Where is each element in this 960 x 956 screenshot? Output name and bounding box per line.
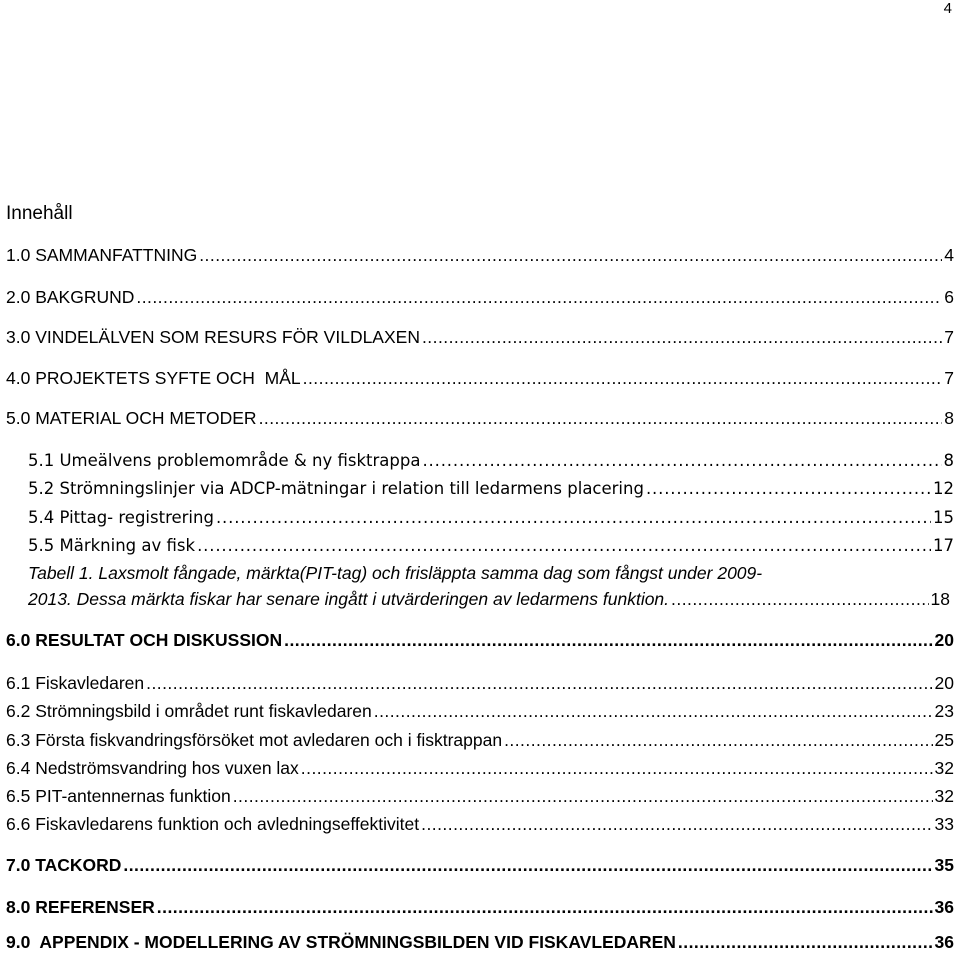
dot-leader — [216, 505, 931, 531]
toc-entry-7-0[interactable] — [0, 852, 960, 878]
toc-entry-5-4[interactable] — [0, 505, 960, 531]
toc-entry-page: 6 — [944, 287, 954, 307]
toc-entry-page: 17 — [933, 536, 954, 555]
toc-entry-page: 35 — [934, 855, 954, 875]
toc-entry-page: 23 — [934, 701, 954, 721]
toc-entry-6-6[interactable] — [0, 811, 960, 837]
page-number: 4 — [943, 0, 952, 17]
dot-leader — [303, 365, 943, 391]
toc-entry-title: 2.0 BAKGRUND — [6, 287, 135, 307]
toc-entry-page: 15 — [933, 508, 954, 527]
toc-entry-5-1[interactable] — [0, 448, 960, 474]
toc-entry-6-4[interactable] — [0, 755, 960, 781]
toc-entry-title: 5.5 Märkning av fisk — [28, 536, 196, 555]
toc-entry-title-line1: Tabell 1. Laxsmolt fångade, märkta(PIT-tag) och frisläppta samma dag som fångst under 2009- — [28, 563, 763, 583]
dot-leader — [123, 852, 932, 878]
toc-entry-title: 6.6 Fiskavledarens funktion och avledningseffektivitet — [6, 814, 420, 834]
toc-entry-9-0[interactable] — [0, 929, 960, 955]
tabell-line-1 — [28, 560, 956, 586]
toc-entry-5-5[interactable] — [0, 533, 960, 559]
toc-entry-page: 8 — [943, 451, 954, 470]
toc-entry-page: 18 — [930, 589, 950, 609]
dot-leader — [646, 476, 931, 502]
toc-entry-title: 5.4 Pittag- registrering — [28, 508, 214, 527]
toc-entry-6-5[interactable] — [0, 783, 960, 809]
toc-entry-title: 5.0 MATERIAL OCH METODER — [6, 408, 257, 428]
toc-entry-title: 6.4 Nedströmsvandring hos vuxen lax — [6, 758, 299, 778]
toc-entry-5-0[interactable] — [0, 405, 960, 431]
toc-entry-title: 1.0 SAMMANFATTNING — [6, 245, 198, 265]
toc-entry-page: 32 — [934, 758, 954, 778]
toc-entry-title: 6.2 Strömningsbild i området runt fiskavledaren — [6, 701, 372, 721]
dot-leader — [284, 627, 932, 653]
tabell-line-2 — [28, 586, 956, 612]
toc-entry-8-0[interactable] — [0, 894, 960, 920]
dot-leader — [301, 755, 933, 781]
dot-leader — [146, 670, 932, 696]
dot-leader — [233, 783, 933, 809]
toc-entry-6-3[interactable] — [0, 727, 960, 753]
toc-entry-6-2[interactable] — [0, 698, 960, 724]
dot-leader — [197, 533, 931, 559]
toc-entry-title: 4.0 PROJEKTETS SYFTE OCH MÅL — [6, 368, 301, 388]
toc-entry-6-1[interactable] — [0, 670, 960, 696]
dot-leader — [136, 284, 942, 310]
toc-entry-page: 36 — [934, 897, 954, 917]
toc-entry-page: 7 — [944, 368, 954, 388]
toc-entry-4-0[interactable] — [0, 365, 960, 391]
toc-entry-2-0[interactable] — [0, 284, 960, 310]
dot-leader — [504, 727, 932, 753]
toc-entry-tabell-1[interactable] — [28, 560, 956, 612]
toc-entry-6-0[interactable] — [0, 627, 960, 653]
dot-leader — [678, 929, 933, 955]
toc-entry-title-line2: 2013. Dessa märkta fiskar har senare ingått i utvärderingen av ledarmens funktion. — [28, 589, 670, 609]
toc-entry-title: 9.0 APPENDIX - MODELLERING AV STRÖMNINGSBILDEN VID FISKAVLEDAREN — [6, 932, 676, 952]
toc-entry-page: 4 — [944, 245, 954, 265]
toc-entry-title: 7.0 TACKORD — [6, 855, 122, 875]
toc-entry-page: 25 — [934, 730, 954, 750]
toc-heading: Innehåll — [6, 203, 73, 224]
toc-entry-5-2[interactable] — [0, 476, 960, 502]
dot-leader — [421, 811, 932, 837]
dot-leader — [199, 242, 942, 268]
toc-entry-title: 8.0 REFERENSER — [6, 897, 155, 917]
toc-entry-title: 5.2 Strömningslinjer via ADCP-mätningar i relation till ledarmens placering — [28, 479, 644, 498]
toc-entry-page: 20 — [934, 673, 954, 693]
dot-leader — [671, 586, 928, 612]
dot-leader — [259, 405, 943, 431]
toc-entry-3-0[interactable] — [0, 324, 960, 350]
dot-leader — [157, 894, 933, 920]
toc-entry-title: 6.3 Första fiskvandringsförsöket mot avledaren och i fisktrappan — [6, 730, 503, 750]
toc-entry-page: 32 — [934, 786, 954, 806]
dot-leader — [422, 324, 942, 350]
toc-entry-title: 6.0 RESULTAT OCH DISKUSSION — [6, 630, 283, 650]
toc-entry-page: 33 — [934, 814, 954, 834]
toc-entry-title: 3.0 VINDELÄLVEN SOM RESURS FÖR VILDLAXEN — [6, 327, 420, 347]
toc-entry-title: 6.1 Fiskavledaren — [6, 673, 145, 693]
toc-entry-title: 5.1 Umeälvens problemområde & ny fisktrappa — [28, 451, 421, 470]
toc-entry-page: 7 — [944, 327, 954, 347]
toc-entry-page: 20 — [934, 630, 954, 650]
dot-leader — [422, 448, 941, 474]
dot-leader — [374, 698, 933, 724]
toc-entry-title: 6.5 PIT-antennernas funktion — [6, 786, 231, 806]
toc-entry-1-0[interactable] — [0, 242, 960, 268]
toc-entry-page: 36 — [934, 932, 954, 952]
toc-entry-page: 12 — [933, 479, 954, 498]
toc-entry-page: 8 — [944, 408, 954, 428]
